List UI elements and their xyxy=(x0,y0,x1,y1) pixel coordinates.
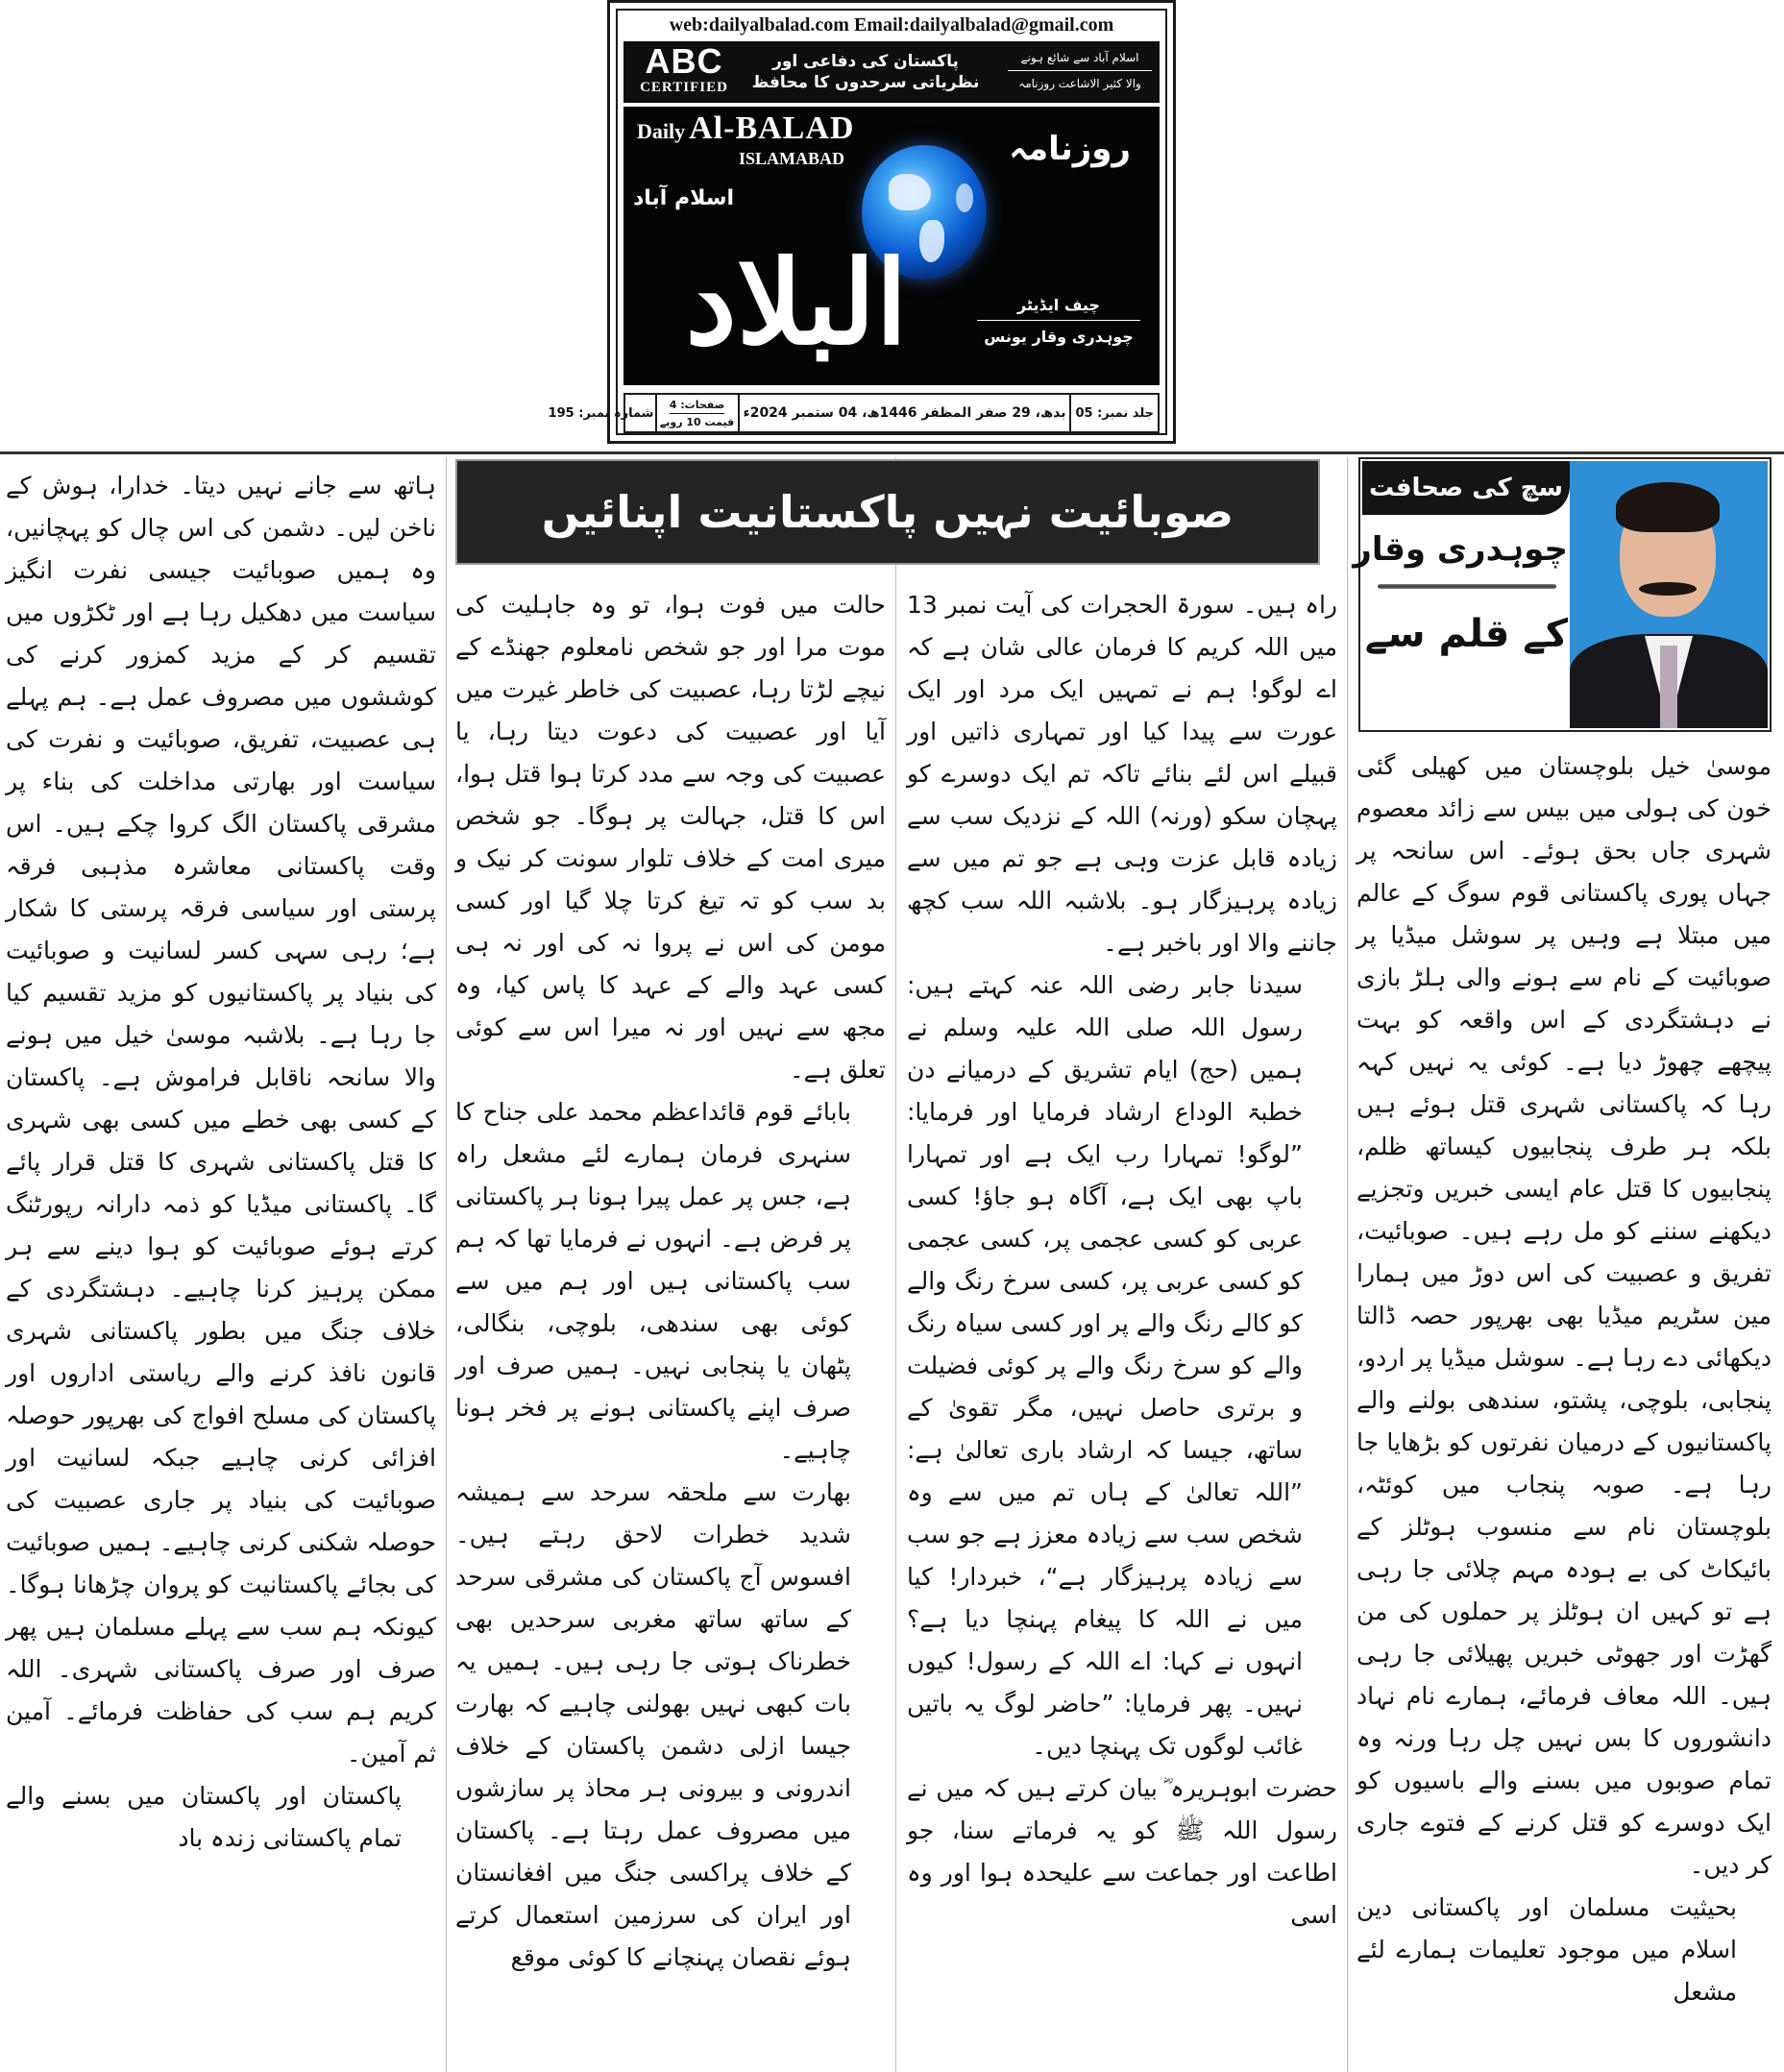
city-en: ISLAMABAD xyxy=(739,149,845,168)
column-banner: سچ کی صحافت xyxy=(1362,461,1570,515)
issue-number: شمارہ نمبر: 195 xyxy=(548,405,654,421)
certified-label: CERTIFIED xyxy=(640,80,728,95)
paragraph: راہ ہیں۔ سورۃ الحجرات کی آیت نمبر 13 میں اللہ کریم کا فرمان عالی شان ہے کہ اے لوگو! ہم نے تمہیں ایک مرد اور ایک عورت سے پیدا کیا اور تمہاری ذاتیں اور قبیلے اس لئے بنائے تاکہ تم ایک دوسرے کو پہچان سکو (ورنہ) اللہ کے نزدیک سب سے زیادہ قابل عزت وہی ہے جو تم میں سے زیادہ پرہیزگار ہو۔ بلاشبہ اللہ سب کچھ جاننے والا اور باخبر ہے۔ xyxy=(907,591,1337,957)
photo-tie xyxy=(1660,646,1677,728)
contact-line: web:dailyalbalad.com Email:dailyalbalad@gmail.com xyxy=(669,14,1114,36)
column-divider xyxy=(446,457,447,2072)
published-note-line-1: اسلام آباد سے شائع ہونے xyxy=(1008,45,1152,71)
paragraph: موسیٰ خیل بلوچستان میں کھیلی گئی خون کی ہولی میں بیس سے زائد معصوم شہری جاں بحق ہوئے۔ اس سانحہ پر جہاں پوری پاکستانی قوم سوگ کے عالم میں مبتلا ہے وہیں پر سوشل میڈیا پر صوبائیت کے نام سے ہونے والی ہلڑ بازی نے دہشتگردی کے اس واقعہ کو بہت پیچھے چھوڑ دیا ہے۔ کوئی یہ نہیں کہہ رہا کہ پاکستانی شہری قتل ہوئے ہیں بلکہ ہر طرف پنجابیوں کیساتھ ظلم، پنجابیوں کا قتل عام ایسی خبریں وتجزیے دیکھنے سننے کو مل رہے ہیں۔ صوبائیت، تفریق و عصبیت کی اس دوڑ میں ہمارا مین سٹریم میڈیا بھی بھرپور حصہ ڈالتا دیکھائی دے رہا ہے۔ سوشل میڈیا پر اردو، پنجابی، بلوچی، پشتو، سندھی بولنے والے پاکستانیوں کے درمیان نفرتوں کو بڑھایا جا رہا ہے۔ صوبہ پنجاب میں کوئٹہ، بلوچستان نام سے منسوب ہوٹلز کے بائیکاٹ کی بے ہودہ مہم چلائی جا رہی ہے تو کہیں ان ہوٹلز پر حملوں کی من گھڑت اور جھوٹی خبریں پھیلائی جا رہی ہیں۔ اللہ معاف فرمائے، ہمارے نام نہاد دانشوروں کا بس نہیں چل رہا ورنہ وہ تمام صوبوں میں بسنے والے باسیوں کو ایک دوسرے کو قتل کرنے کے فتوے جاری کر دیں۔ xyxy=(1356,752,1772,1879)
daily-label: Daily xyxy=(637,119,686,143)
columnist-name: چوہدری وقار xyxy=(1353,530,1568,569)
name-en: Al-BALAD xyxy=(689,110,855,146)
paragraph: حالت میں فوت ہوا، تو وہ جاہلیت کی موت مرا اور جو شخص نامعلوم جھنڈے کے نیچے لڑتا رہا، عصبیت کی خاطر غیرت میں آیا اور عصبیت کی دعوت دیتا رہا، یا عصبیت کی وجہ سے مدد کرتا ہوا قتل ہوا، اس کا قتل، جہالت پر ہوگا۔ جو شخص میری امت کے خلاف تلوار سونت کر نیک و بد سب کو تہ تیغ کرتا چلا گیا اور کسی مومن کی اس نے پروا نہ کی اور نہ ہی کسی عہد والے کے عہد کا پاس کیا، وہ مجھ سے نہیں اور نہ میرا اس سے کوئی تعلق ہے۔ xyxy=(455,591,886,1084)
masthead-logo-area xyxy=(623,107,1160,385)
columnist-separator xyxy=(1378,584,1556,589)
paragraph: سیدنا جابر رضی اللہ عنہ کہتے ہیں: رسول اللہ صلی اللہ علیہ وسلم نے ہمیں (حج) ایام تشریق کے درمیانے دن خطبۃ الوداع ارشاد فرمایا اور فرمایا: ”لوگو! تمہارا رب ایک ہے اور تمہارا باپ بھی ایک ہے، آگاہ ہو جاؤ! کسی عربی کو کسی عجمی پر، کسی عجمی کو کسی عربی پر، کسی سرخ رنگ والے کو کالے رنگ والے پر اور کسی سیاہ رنگ والے کو سرخ رنگ والے پر کوئی فضیلت و برتری حاصل نہیں، مگر تقویٰ کے ساتھ، جیسا کہ ارشاد باری تعالیٰ ہے: ”اللہ تعالیٰ کے ہاں تم میں سے وہ شخص سب سے زیادہ معزز ہے جو سب سے زیادہ پرہیزگار ہے“، خبردار! کیا میں نے اللہ کا پیغام پہنچا دیا ہے؟ انہوں نے کہا: اے اللہ کے رسول! کیوں نہیں۔ پھر فرمایا: ”حاضر لوگ یہ باتیں غائب لوگوں تک پہنچا دیں۔ xyxy=(907,971,1303,1760)
newspaper-masthead xyxy=(548,0,1176,444)
article-column-1 xyxy=(1356,745,1772,2013)
column-divider xyxy=(895,457,896,2072)
price: قیمت 10 روپے xyxy=(659,415,735,428)
chief-editor-title: چیف ایڈیٹر xyxy=(977,295,1140,321)
paragraph: حضرت ابوہریرہ ؓ بیان کرتے ہیں کہ میں نے رسول اللہ ﷺ کو یہ فرماتے سنا، جو اطاعت اور جماعت سے علیحدہ ہوا اور وہ اسی xyxy=(907,1774,1337,1929)
paragraph: پاکستان اور پاکستان میں بسنے والے تمام پاکستانی زندہ باد xyxy=(6,1782,402,1852)
published-note-line-2: والا کثیر الاشاعت روزنامہ xyxy=(1018,77,1141,90)
abc-certified-badge xyxy=(631,43,737,95)
article-column-2 xyxy=(907,584,1337,1937)
pages-count: صفحات: 4 xyxy=(670,397,725,414)
abc-label: ABC xyxy=(645,41,723,81)
issue-info-bar xyxy=(548,393,1160,433)
article-column-3 xyxy=(455,584,886,1979)
paragraph: بحیثیت مسلمان اور پاکستانی دین اسلام میں موجود تعلیمات ہمارے لئے مشعل xyxy=(1356,1893,1737,2006)
photo-mustache xyxy=(1639,582,1697,596)
english-title xyxy=(637,110,854,147)
chief-editor xyxy=(977,295,1140,348)
columnist-box xyxy=(1353,457,1772,732)
published-note xyxy=(1008,45,1152,96)
roznama-label: روزنامہ xyxy=(1009,130,1131,168)
columnist-pen-label: کے قلم سے xyxy=(1364,612,1568,656)
chief-editor-name: چوہدری وقار یونس xyxy=(984,328,1134,346)
masthead-frame xyxy=(548,9,1167,435)
paragraph: بھارت سے ملحقہ سرحد سے ہمیشہ شدید خطرات لاحق رہتے ہیں۔ افسوس آج پاکستان کی مشرقی سرحد کے ساتھ ساتھ مغربی سرحدیں بھی خطرناک ہوتی جا رہی ہیں۔ ہمیں یہ بات کبھی نہیں بھولنی چاہیے کہ بھارت جیسا ازلی دشمن پاکستان کے خلاف اندرونی و بیرونی ہر محاذ پر سازشوں میں مصروف عمل رہتا ہے۔ پاکستان کے خلاف پراکسی جنگ میں افغانستان اور ایران کی سرزمین استعمال کرتے ہوئے نقصان پہنچانے کا کوئی موقع xyxy=(455,1478,851,1971)
tagline: پاکستان کی دفاعی اور نظریاتی سرحدوں کا محافظ xyxy=(751,52,980,92)
globe-land-africa xyxy=(956,183,973,212)
article-column-4 xyxy=(6,465,436,1860)
column-divider xyxy=(1347,457,1348,2072)
logo-urdu: البلاد xyxy=(685,235,908,371)
city-ur: اسلام آباد xyxy=(633,186,735,210)
pages-price xyxy=(655,395,738,431)
article-headline: صوبائیت نہیں پاکستانیت اپنائیں xyxy=(455,459,1320,565)
globe-land-north-america xyxy=(889,174,931,210)
masthead-top-strip xyxy=(623,41,1160,103)
columnist-photo xyxy=(1570,461,1768,728)
paragraph: ہاتھ سے جانے نہیں دیتا۔ خدارا، ہوش کے ناخن لیں۔ دشمن کی اس چال کو پہچانیں، وہ ہمیں صوبائیت جیسی نفرت انگیز سیاست میں دھکیل رہا ہے اور ٹکڑوں میں تقسیم کر کے مزید کمزور کرنے کی کوششوں میں مصروف عمل ہے۔ ہم پہلے ہی عصبیت، تفریق، صوبائیت و نفرت کی سیاست اور بھارتی مداخلت کی بناء پر مشرقی پاکستان الگ کروا چکے ہیں۔ اس وقت پاکستانی معاشرہ مذہبی فرقہ پرستی اور سیاسی فرقہ پرستی کا شکار ہے؛ رہی سہی کسر لسانیت و صوبائیت کی بنیاد پر پاکستانیوں کو مزید تقسیم کیا جا رہا ہے۔ بلاشبہ موسیٰ خیل میں ہونے والا سانحہ ناقابل فراموش ہے۔ پاکستان کے کسی بھی خطے میں کسی بھی شہری کا قتل پاکستانی شہری کا قتل قرار پائے گا۔ پاکستانی میڈیا کو ذمہ دارانہ رپورٹنگ کرتے ہوئے صوبائیت کو ہوا دینے سے ہر ممکن پرہیز کرنا چاہیے۔ دہشتگردی کے خلاف جنگ میں بطور پاکستانی شہری قانون نافذ کرنے والے ریاستی اداروں اور پاکستان کی مسلح افواج کی بھرپور حوصلہ افزائی کرنی چاہیے جبکہ لسانیت اور صوبائیت کی بنیاد پر جاری عصبیت کی حوصلہ شکنی کرنی چاہیے۔ ہمیں صوبائیت کی بجائے پاکستانیت کو پروان چڑھانا ہوگا۔ کیونکہ ہم سب سے پہلے مسلمان ہیں پھر صرف اور صرف پاکستانی شہری۔ اللہ کریم ہم سب کی حفاظت فرمائے۔ آمین ثم آمین۔ xyxy=(6,472,436,1767)
issue-date: بدھ، 29 صفر المظفر 1446ھ، 04 ستمبر 2024ء xyxy=(738,395,1070,431)
photo-hair xyxy=(1616,482,1720,532)
paragraph: بابائے قوم قائداعظم محمد علی جناح کا سنہری فرمان ہمارے لئے مشعل راہ ہے، جس پر عمل پیرا ہونا ہر پاکستانی پر فرض ہے۔ انہوں نے فرمایا تھا کہ ہم سب پاکستانی ہیں اور ہم میں سے کوئی بھی سندھی، بلوچی، بنگالی، پٹھان یا پنجابی نہیں۔ ہمیں صرف اور صرف اپنے پاکستانی ہونے پر فخر ہونا چاہیے۔ xyxy=(455,1098,851,1464)
volume-number: جلد نمبر: 05 xyxy=(1069,395,1158,431)
top-rule xyxy=(0,451,1784,454)
